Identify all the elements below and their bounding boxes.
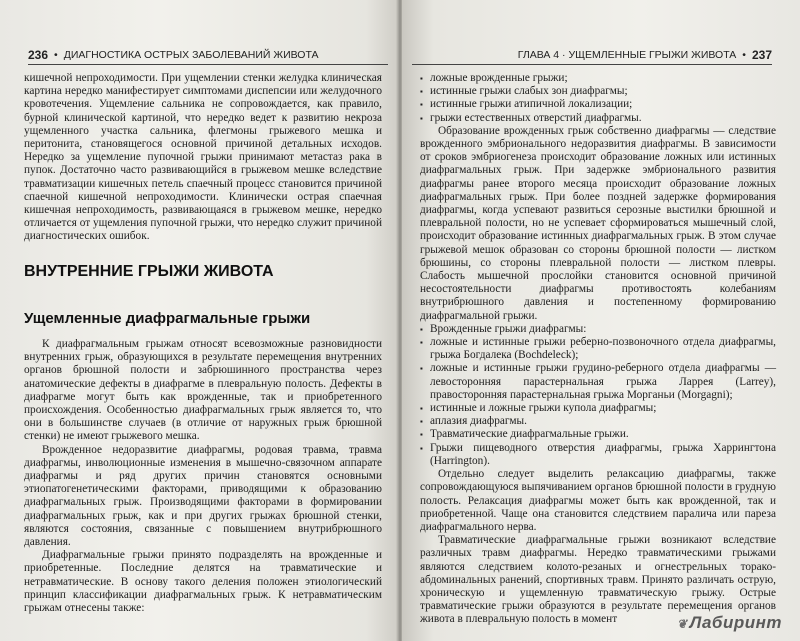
section-heading-block <box>24 265 382 278</box>
list-item: ▪ ложные и истинные грыжи грудино-реберного отдела диафрагмы — левосторонняя парастернальная грыжа Ларрея (Larrey), правосторонняя парастернальная грыжа Морганьи (Morgagni); <box>420 362 776 402</box>
right-body-block <box>420 72 776 627</box>
list-item: ▪ истинные и ложные грыжи купола диафрагмы; <box>420 402 776 415</box>
list-item: ▪ ложные врожденные грыжи; <box>420 72 776 85</box>
list-item: ▪ грыжи естественных отверстий диафрагмы. <box>420 112 776 125</box>
left-page-number: 236 <box>28 48 49 62</box>
watermark-text: Лабиринт <box>689 613 782 632</box>
list-item: ▪ аплазия диафрагмы. <box>420 415 776 428</box>
watermark-logo <box>677 613 782 633</box>
list-item: ▪ ложные и истинные грыжи реберно-позвоночного отдела диафрагмы, грыжа Богдалека (Bochdeleck); <box>420 336 776 362</box>
right-page <box>402 0 800 641</box>
left-header-title: ДИАГНОСТИКА ОСТРЫХ ЗАБОЛЕВАНИЙ ЖИВОТА <box>63 49 319 61</box>
body-paragraph: Отдельно следует выделить релаксацию диафрагмы, также сопровождающуюся выпячиванием органов брюшной полости в грудную полость. Релаксация диафрагмы может быть как врожденной, так и приобретенной. Чаще она становится следствием паралича или пареза диафрагмального нерва. <box>420 468 776 533</box>
left-page <box>0 0 398 641</box>
body-paragraph: Травматические диафрагмальные грыжи возникают вследствие различных травм диафрагмы. Нередко травматическими грыжами являются следствием колото-резаных и огнестрельных торако-абдоминальных ранений, спортивных травм. Принято различать острую, хроническую и ущемленную травматическую грыжу. Острые травматические грыжи образуются в результате перемещения органов живота в плевральную полость в момент <box>420 534 776 626</box>
subsection-title: Ущемленные диафрагмальные грыжи <box>24 310 311 327</box>
header-bullet: • <box>742 49 746 61</box>
leaf-icon: ❦ <box>677 617 688 631</box>
left-running-header <box>28 46 388 65</box>
list-item: ▪ Травматические диафрагмальные грыжи. <box>420 428 776 441</box>
list-item: ▪ истинные грыжи слабых зон диафрагмы; <box>420 85 776 98</box>
right-header-title: ГЛАВА 4 · УЩЕМЛЕННЫЕ ГРЫЖИ ЖИВОТА <box>517 49 737 61</box>
body-paragraph: Врожденное недоразвитие диафрагмы, родовая травма, травма диафрагмы, инволюционные изменения в мышечно-связочном аппарате диафрагмы и ряд других причин становятся основными этиопатогенетическими факторами, приводящими к образованию диафрагмальных грыж. Производящими факторами в формировании диафрагмальных грыж, как и при других грыжах брюшной стенки, являются состояния, связанные с повышением внутрибрюшного давления. <box>24 443 382 549</box>
list-item: ▪ истинные грыжи атипичной локализации; <box>420 98 776 111</box>
list-item: ▪ Грыжи пищеводного отверстия диафрагмы, грыжа Харрингтона (Harrington). <box>420 442 776 468</box>
header-bullet: • <box>54 49 58 61</box>
classification-list <box>420 323 776 468</box>
body-paragraph: К диафрагмальным грыжам относят всевозможные разновидности внутренних грыж, образующихся в результате перемещения внутренних органов брюшной полости и забрюшинного пространства через анатомические дефекты в диафрагме в плевральную полость. Дефекты в диафрагме могут быть как врожденные, так и приобретенного происхождения. Особенностью диафрагмальных грыж является то, что они в большинстве случаев (в отличие от наружных грыж брюшной стенки) не имеют грыжевого мешка. <box>24 338 382 443</box>
body-paragraph: Диафрагмальные грыжи принято подразделять на врожденные и приобретенные. Последние делятся на травматические и нетравматические. В основу такого деления положен этиологический принцип классификации диафрагмальных грыж. К нетравматическим грыжам отнесены также: <box>24 549 382 615</box>
body-paragraph: Образование врожденных грыж собственно диафрагмы — следствие врожденного эмбрионального недоразвития диафрагмы. В зависимости от сроков эмбриогенеза происходит образование ложных или истинных диафрагмальных грыж. При задержке эмбрионального развития диафрагмы ранее второго месяца происходит образование ложных диафрагмальных грыж. При более поздней задержке формирования диафрагмы, когда успевают развиться серозные выстилки брюшной и плевральной полости, но не успевает сформироваться мышечный слой, происходит образование истинных диафрагмальных грыж. В этом случае грыжевой мешок образован со стороны брюшной полости — листком брюшины, со стороны плевральной полости — листком плевры. Слабость мышечной прослойки становится основной причиной несостоятельности диафрагмы противостоять колебаниям внутрибрюшного давления и постепенному формированию диафрагмальной грыжи. <box>420 124 776 322</box>
section-title: ВНУТРЕННИЕ ГРЫЖИ ЖИВОТА <box>24 263 274 280</box>
intro-paragraph: кишечной непроходимости. При ущемлении стенки желудка клиническая картина нередко манифестирует симптомами диспепсии или желудочного кровотечения. Ущемление сальника не сопровождается, как правило, бурной клинической картиной, что нередко ведет к развитию некроза ущемленного участка сальника, флегмоны грыжевого мешка и перитонита, становящегося основной причиной детальных исходов. Нередко за ущемление пупочной грыжи принимают метастаз рака в пупок. Достаточно часто развивающийся в грыжевом мешке вследствие травматизации кишечных петель спаечный процесс становится причиной спаечной кишечной непроходимости. Клинически острая спаечная кишечная непроходимость, развивающаяся в грыжевом мешке, нередко отличается от ущемления пупочной грыжи, что нередко служит причиной диагностических ошибок. <box>24 72 382 243</box>
hernia-type-list <box>420 72 776 125</box>
list-item: ▪ Врожденные грыжи диафрагмы: <box>420 323 776 336</box>
left-body-block <box>24 338 382 615</box>
right-page-number: 237 <box>751 48 772 62</box>
subsection-heading-block <box>24 312 382 325</box>
right-running-header <box>412 46 772 65</box>
left-intro-block <box>24 72 382 244</box>
